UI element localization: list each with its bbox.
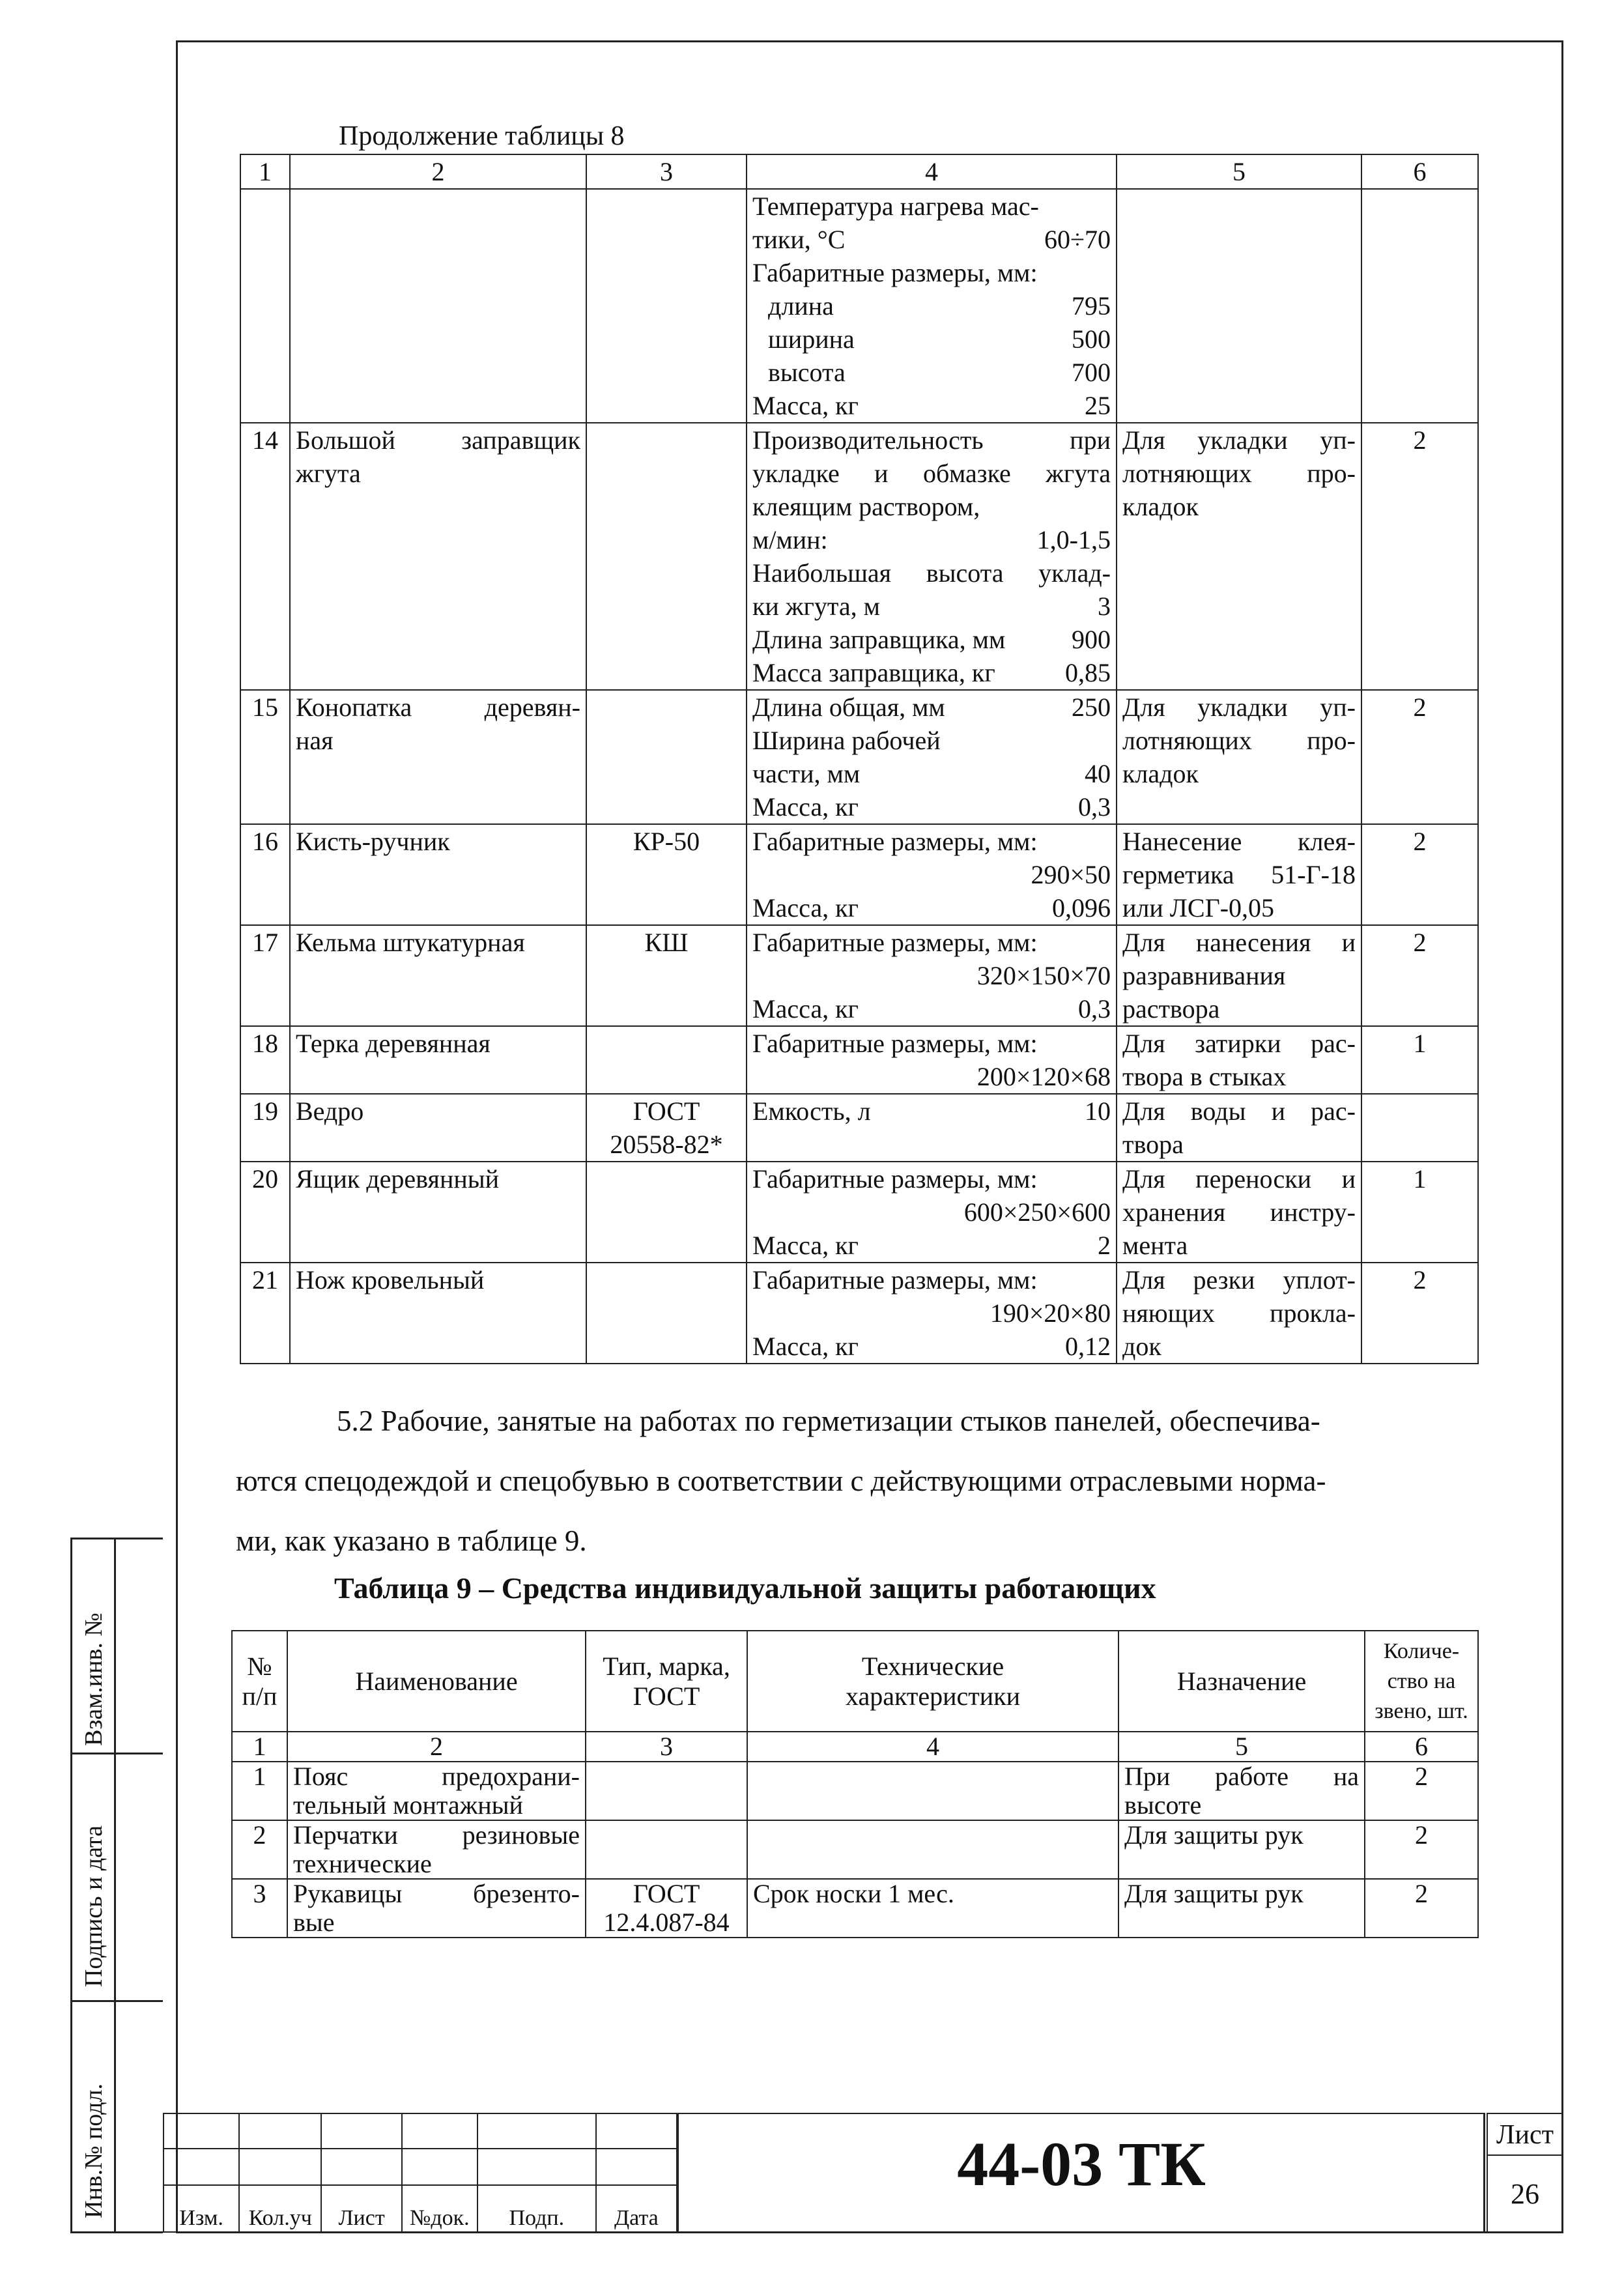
qty-cell: [1361, 1094, 1478, 1162]
spec-line: [752, 289, 1111, 322]
spec-label: Масса заправщика, кг: [752, 658, 995, 687]
table9-colnum: 3: [586, 1732, 747, 1762]
name-cell: [290, 423, 586, 690]
side-text-vzam: Взам.инв. №: [80, 1612, 107, 1746]
spec-line: [752, 623, 1111, 656]
purpose-cell-line: Для укладки уп-: [1122, 693, 1356, 722]
type-cell: [586, 1263, 747, 1364]
table8-colnum: 5: [1117, 154, 1361, 189]
spec-value: 500: [1072, 324, 1111, 354]
empty-cell: [240, 189, 290, 423]
type-cell: [586, 423, 747, 690]
document-code: 44-03 ТК: [957, 2129, 1206, 2199]
purpose-cell-line: Для переноски и: [1122, 1164, 1356, 1194]
name-cell-line: Терка деревянная: [296, 1029, 491, 1058]
side-text-podp: Подпись и дата: [80, 1825, 107, 1987]
table8-header-row: [240, 154, 1478, 189]
spec-cell: [747, 1263, 1117, 1364]
name-cell-line: тельный монтажный: [293, 1790, 523, 1820]
spec-cell: [747, 189, 1117, 423]
spec-value: 900: [1072, 625, 1111, 654]
header-type: [586, 1631, 747, 1732]
purpose-cell-line: твора в стыках: [1122, 1062, 1287, 1091]
name-cell-line: жгута: [296, 459, 361, 488]
name-cell-line: Ящик деревянный: [296, 1164, 500, 1194]
stamp-col-label: Изм.: [164, 2185, 239, 2232]
name-cell-line: ная: [296, 726, 334, 755]
table-row: [240, 925, 1478, 1026]
stamp-col-label: Кол.уч: [239, 2185, 321, 2232]
purpose-cell-line: твора: [1122, 1130, 1184, 1159]
type-cell: [586, 1879, 747, 1938]
spec-value: 200×120×68: [976, 1062, 1111, 1091]
spec-cell: [747, 1820, 1118, 1879]
purpose-cell-line: разравнивания: [1122, 961, 1286, 990]
table-row: [232, 1820, 1478, 1879]
stamp-col-label: Подп.: [477, 2185, 596, 2232]
purpose-cell-line: Для нанесения и: [1122, 928, 1356, 957]
header-spec-line: Технические: [861, 1651, 1004, 1681]
name-cell: [287, 1820, 586, 1879]
purpose-cell-line: док: [1122, 1332, 1161, 1361]
spec-cell: [747, 925, 1117, 1026]
spec-line: [752, 223, 1111, 256]
qty-cell: 2: [1361, 824, 1478, 925]
name-cell-line: вые: [293, 1908, 335, 1937]
spec-value: 25: [1085, 391, 1111, 420]
spec-value: 40: [1085, 759, 1111, 788]
spec-line: [752, 891, 1111, 924]
purpose-cell: [1118, 1820, 1365, 1879]
type-cell: [586, 1762, 747, 1820]
spec-line: Габаритные размеры, мм:: [752, 827, 1038, 856]
table9-colnum: 5: [1118, 1732, 1365, 1762]
spec-line: Производительность при: [752, 425, 1111, 455]
header-num: [232, 1631, 287, 1732]
table-row: [240, 1026, 1478, 1094]
name-cell: [290, 1094, 586, 1162]
type-cell-line: ГОСТ: [633, 1879, 700, 1908]
type-cell-line: 12.4.087-84: [603, 1908, 730, 1937]
row-number: 17: [240, 925, 290, 1026]
spec-line: Ширина рабочей: [752, 726, 941, 755]
table9-colnum: 1: [232, 1732, 287, 1762]
spec-line: клеящим раствором,: [752, 492, 980, 521]
purpose-cell-line: раствора: [1122, 994, 1220, 1023]
row-number: 1: [232, 1762, 287, 1820]
spec-line: Температура нагрева мас-: [752, 192, 1039, 221]
purpose-cell-line: высоте: [1124, 1790, 1202, 1820]
spec-label: высота: [768, 358, 846, 387]
spec-value: 0,12: [1065, 1332, 1111, 1361]
spec-cell: [747, 423, 1117, 690]
spec-label: м/мин:: [752, 525, 828, 554]
header-purpose: Назначение: [1118, 1631, 1365, 1732]
purpose-cell-line: При работе на: [1124, 1762, 1359, 1791]
purpose-cell-line: герметика 51-Г-18: [1122, 860, 1356, 889]
paragraph-5-2-line2: [236, 1451, 1474, 1511]
spec-line: [752, 1330, 1111, 1363]
spec-line: [752, 656, 1111, 689]
type-cell-line: 20558-82*: [610, 1130, 723, 1159]
type-cell: [586, 690, 747, 824]
spec-line: [752, 389, 1111, 422]
qty-cell: 2: [1361, 1263, 1478, 1364]
table9-title: Таблица 9 – Средства индивидуальной защиты работающих: [334, 1571, 1156, 1605]
purpose-cell: [1117, 925, 1361, 1026]
purpose-cell-line: или ЛСГ-0,05: [1122, 893, 1275, 923]
table-row: [240, 1263, 1478, 1364]
sheet-number: 26: [1511, 2178, 1539, 2210]
type-cell: [586, 824, 747, 925]
header-spec: [747, 1631, 1118, 1732]
spec-line: Габаритные размеры, мм:: [752, 1164, 1038, 1194]
purpose-cell: [1117, 1162, 1361, 1263]
spec-label: Масса, кг: [752, 792, 859, 822]
spec-value: 0,3: [1078, 792, 1111, 822]
header-type-line: ГОСТ: [633, 1681, 700, 1711]
spec-line: [752, 790, 1111, 823]
purpose-cell-line: Для воды и рас-: [1122, 1096, 1356, 1126]
spec-value: 250: [1072, 693, 1111, 722]
name-cell-line: Нож кровельный: [296, 1265, 485, 1295]
type-cell: [586, 925, 747, 1026]
purpose-cell: [1117, 1026, 1361, 1094]
row-number: 2: [232, 1820, 287, 1879]
spec-cell: [747, 1026, 1117, 1094]
spec-value: 600×250×600: [963, 1197, 1111, 1227]
header-qty-line: Количе-: [1383, 1639, 1460, 1663]
spec-line: Габаритные размеры, мм:: [752, 258, 1038, 287]
purpose-cell-line: кладок: [1122, 492, 1199, 521]
side-inner-line: [114, 1538, 116, 2233]
type-cell-line: КР-50: [633, 827, 700, 856]
spec-label: Масса, кг: [752, 1332, 859, 1361]
name-cell: [290, 1263, 586, 1364]
paragraph-line: 5.2 Рабочие, занятые на работах по герметизации стыков панелей, обеспечива-: [337, 1405, 1320, 1437]
header-num-line: п/п: [242, 1681, 278, 1711]
table-row: [232, 1762, 1478, 1820]
paragraph-line: ми, как указано в таблице 9.: [236, 1524, 587, 1557]
row-number: 16: [240, 824, 290, 925]
purpose-cell-line: няющих прокла-: [1122, 1298, 1356, 1328]
qty-cell: 2: [1365, 1762, 1478, 1820]
table9-colnum: 2: [287, 1732, 586, 1762]
purpose-cell-line: кладок: [1122, 759, 1199, 788]
qty-cell: 2: [1361, 925, 1478, 1026]
spec-value: 60÷70: [1044, 225, 1111, 254]
spec-line: Габаритные размеры, мм:: [752, 928, 1038, 957]
spec-line: Габаритные размеры, мм:: [752, 1265, 1038, 1295]
table-row: [240, 1162, 1478, 1263]
spec-label: Масса, кг: [752, 994, 859, 1023]
spec-cell: [747, 824, 1117, 925]
side-text-inv: Инв.№ подл.: [80, 2083, 107, 2218]
name-cell-line: технические: [293, 1849, 432, 1878]
spec-line: Габаритные размеры, мм:: [752, 1029, 1038, 1058]
row-number: 15: [240, 690, 290, 824]
spec-value: 10: [1085, 1096, 1111, 1126]
purpose-cell-line: Для защиты рук: [1124, 1879, 1303, 1908]
paragraph-5-2-line1: [236, 1391, 1474, 1451]
purpose-cell-line: Для укладки уп-: [1122, 425, 1356, 455]
empty-cell: [290, 189, 586, 423]
purpose-cell-line: хранения инстру-: [1122, 1197, 1356, 1227]
header-qty: [1365, 1631, 1478, 1732]
spec-value: 0,3: [1078, 994, 1111, 1023]
name-cell-line: Конопатка деревян-: [296, 693, 580, 722]
spec-label: тики, °С: [752, 225, 846, 254]
spec-label: ки жгута, м: [752, 592, 880, 621]
spec-value: 700: [1072, 358, 1111, 387]
purpose-cell-line: мента: [1122, 1231, 1188, 1260]
purpose-cell: [1117, 1263, 1361, 1364]
stamp-col-label: Дата: [596, 2185, 677, 2232]
type-cell-line: ГОСТ: [633, 1096, 700, 1126]
spec-value: 320×150×70: [976, 961, 1111, 990]
table9-header-row: [232, 1631, 1478, 1732]
purpose-cell: [1117, 690, 1361, 824]
empty-cell: [586, 189, 747, 423]
name-cell: [290, 690, 586, 824]
purpose-cell-line: Нанесение клея-: [1122, 827, 1356, 856]
name-cell: [290, 1162, 586, 1263]
table-row: [240, 189, 1478, 423]
name-cell-line: Перчатки резиновые: [293, 1820, 580, 1850]
table8-colnum: 4: [747, 154, 1117, 189]
name-cell: [290, 824, 586, 925]
purpose-cell-line: Для затирки рас-: [1122, 1029, 1356, 1058]
spec-value: 1,0-1,5: [1036, 525, 1111, 554]
table8-caption: Продолжение таблицы 8: [339, 121, 625, 151]
stamp-col-label: Лист: [321, 2185, 401, 2232]
spec-line: укладке и обмазке жгута: [752, 459, 1111, 488]
paragraph-line: ются спецодеждой и спецобувью в соответствии с действующими отраслевыми норма-: [236, 1465, 1326, 1497]
qty-cell: 1: [1361, 1162, 1478, 1263]
spec-line: [752, 1095, 1111, 1128]
row-number: 20: [240, 1162, 290, 1263]
spec-line: [752, 356, 1111, 389]
header-type-line: Тип, марка,: [603, 1651, 730, 1681]
spec-line: [752, 757, 1111, 790]
qty-cell: 2: [1365, 1820, 1478, 1879]
table-8: [240, 154, 1479, 1364]
spec-cell: [747, 690, 1117, 824]
sheet-label: Лист: [1496, 2120, 1554, 2150]
empty-cell: [1361, 189, 1478, 423]
name-cell: [287, 1762, 586, 1820]
name-cell-line: Большой заправщик: [296, 425, 580, 455]
header-qty-line: звено, шт.: [1375, 1698, 1468, 1723]
purpose-cell: [1117, 824, 1361, 925]
table-row: [240, 1094, 1478, 1162]
header-name: Наименование: [287, 1631, 586, 1732]
spec-cell: [747, 1762, 1118, 1820]
paragraph-5-2-line3: [236, 1511, 1474, 1571]
spec-label: части, мм: [752, 759, 861, 788]
name-cell: [287, 1879, 586, 1938]
spec-label: Масса, кг: [752, 1231, 859, 1260]
spec-line: [752, 992, 1111, 1025]
purpose-cell: [1118, 1762, 1365, 1820]
purpose-cell-line: лотняющих про-: [1122, 459, 1356, 488]
spec-line: [752, 322, 1111, 356]
type-cell: [586, 1094, 747, 1162]
spec-line: Наибольшая высота уклад-: [752, 558, 1111, 588]
spec-value: 2: [1098, 1231, 1111, 1260]
purpose-cell-line: Для резки уплот-: [1122, 1265, 1356, 1295]
qty-cell: 2: [1365, 1879, 1478, 1938]
spec-line: [752, 691, 1111, 724]
spec-line: [752, 523, 1111, 556]
spec-label: Емкость, л: [752, 1096, 871, 1126]
purpose-cell-line: Для защиты рук: [1124, 1820, 1303, 1850]
row-number: 18: [240, 1026, 290, 1094]
spec-line: [752, 1229, 1111, 1262]
spec-line: [752, 590, 1111, 623]
table-row: [240, 690, 1478, 824]
type-cell: [586, 1026, 747, 1094]
type-cell: [586, 1162, 747, 1263]
qty-cell: 2: [1361, 423, 1478, 690]
spec-value: 190×20×80: [990, 1298, 1111, 1328]
table8-colnum: 3: [586, 154, 747, 189]
table8-colnum: 6: [1361, 154, 1478, 189]
header-qty-line: ство на: [1387, 1668, 1456, 1693]
row-number: 19: [240, 1094, 290, 1162]
spec-value: 795: [1072, 291, 1111, 321]
table9-colnum: 6: [1365, 1732, 1478, 1762]
purpose-cell: [1117, 423, 1361, 690]
row-number: 3: [232, 1879, 287, 1938]
table8-colnum: 1: [240, 154, 290, 189]
row-number: 14: [240, 423, 290, 690]
spec-label: ширина: [768, 324, 855, 354]
table-row: [232, 1879, 1478, 1938]
type-cell-line: КШ: [644, 928, 689, 957]
spec-value: 0,096: [1052, 893, 1111, 923]
table-9: [231, 1630, 1479, 1938]
table-row: [240, 423, 1478, 690]
purpose-cell: [1118, 1879, 1365, 1938]
spec-label: Масса, кг: [752, 893, 859, 923]
spec-label: Масса, кг: [752, 391, 859, 420]
spec-value: 290×50: [1031, 860, 1111, 889]
name-cell: [290, 1026, 586, 1094]
name-cell-line: Рукавицы брезенто-: [293, 1879, 580, 1908]
table9-colnum-row: [232, 1732, 1478, 1762]
name-cell: [290, 925, 586, 1026]
spec-label: Длина заправщика, мм: [752, 625, 1006, 654]
table-row: [240, 824, 1478, 925]
qty-cell: 2: [1361, 690, 1478, 824]
header-num-line: №: [247, 1651, 272, 1681]
purpose-cell: [1117, 1094, 1361, 1162]
name-cell-line: Пояс предохрани-: [293, 1762, 580, 1791]
purpose-cell-line: лотняющих про-: [1122, 726, 1356, 755]
name-cell-line: Кисть-ручник: [296, 827, 450, 856]
table8-colnum: 2: [290, 154, 586, 189]
spec-value: 3: [1098, 592, 1111, 621]
spec-cell: Срок носки 1 мес.: [747, 1879, 1118, 1938]
sheet-divider: [1487, 2154, 1563, 2156]
spec-cell: [747, 1162, 1117, 1263]
empty-cell: [1117, 189, 1361, 423]
stamp-grid: [163, 2113, 677, 2233]
spec-cell: [747, 1094, 1117, 1162]
table9-colnum: 4: [747, 1732, 1118, 1762]
header-spec-line: характеристики: [845, 1681, 1020, 1711]
qty-cell: 1: [1361, 1026, 1478, 1094]
name-cell-line: Ведро: [296, 1096, 364, 1126]
spec-value: 0,85: [1065, 658, 1111, 687]
spec-label: Длина общая, мм: [752, 693, 945, 722]
row-number: 21: [240, 1263, 290, 1364]
name-cell-line: Кельма штукатурная: [296, 928, 525, 957]
type-cell: [586, 1820, 747, 1879]
stamp-col-label: №док.: [402, 2185, 477, 2232]
spec-label: длина: [768, 291, 834, 321]
